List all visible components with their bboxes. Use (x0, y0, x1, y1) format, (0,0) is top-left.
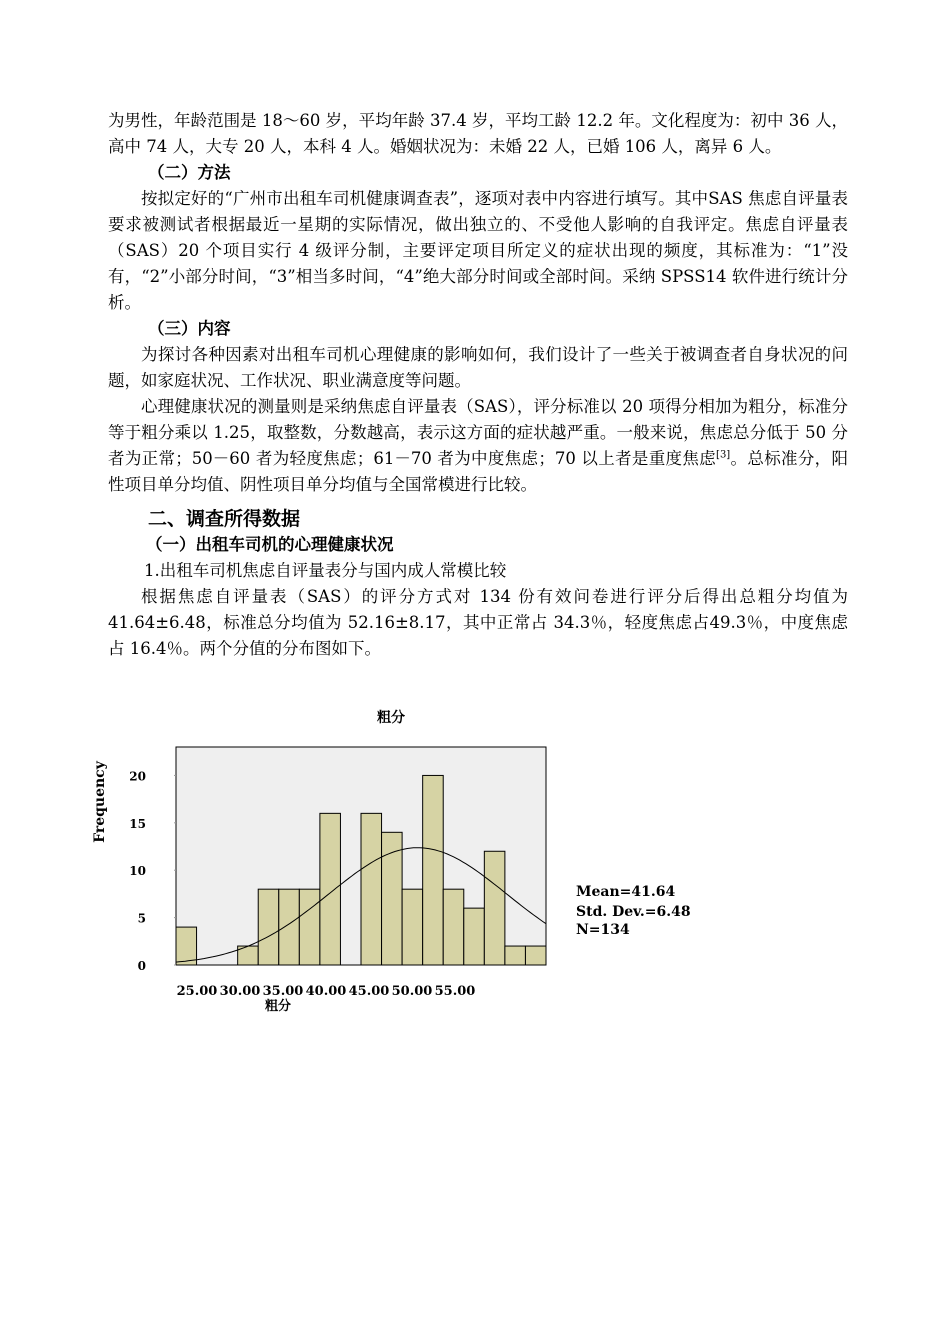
stat-sd: Std. Dev.=6.48 (576, 904, 691, 920)
histogram-bar (443, 889, 464, 965)
histogram-bar (279, 889, 300, 965)
paragraph-content-2-text: 心理健康状况的测量则是采纳焦虑自评量表（SAS），评分标准以 20 项得分相加为粗分，标准分等于粗分乘以 1.25，取整数，分数越高，表示这方面的症状越严重。一般来说，焦虑总分低于 50 分者为正常；50－60 者为轻度焦虑；61－70 者为中度焦虑；70 以上者是重度焦虑 (108, 397, 848, 468)
x-axis-label: 粗分 (264, 999, 292, 1014)
paragraph-content-2 (108, 394, 848, 498)
y-axis (129, 769, 176, 973)
histogram-bar (505, 946, 526, 965)
y-tick-label: 10 (129, 864, 146, 879)
paragraph-content-1: 为探讨各种因素对出租车司机心理健康的影响如何，我们设计了一些关于被调查者自身状况的问题，如家庭状况、工作状况、职业满意度等问题。 (108, 345, 848, 390)
heading-mental-health: （一）出租车司机的心理健康状况 (146, 535, 394, 554)
section-heading-method: （二）方法 (148, 163, 231, 182)
stat-mean: Mean=41.64 (576, 884, 676, 900)
x-tick-label: 55.00 (434, 984, 476, 999)
histogram-bar (402, 889, 423, 965)
stat-n: N=134 (576, 922, 630, 938)
histogram-chart (80, 700, 720, 1030)
chart-title: 粗分 (377, 710, 405, 726)
paragraph-intro: 为男性，年龄范围是 18～60 岁，平均年龄 37.4 岁，平均工龄 12.2 年。文化程度为：初中 36 人，高中 74 人，大专 20 人，本科 4 人。婚姻状况为：未婚 22 人，已婚 106 人，离异 6 人。 (108, 111, 848, 156)
heading-survey-data: 二、调查所得数据 (148, 508, 301, 530)
histogram-bar (464, 908, 485, 965)
paragraph-method: 按拟定好的“广州市出租车司机健康调查表”，逐项对表中内容进行填写。其中SAS 焦虑自评量表要求被测试者根据最近一星期的实际情况，做出独立的、不受他人影响的自我评定。焦虑自评量表（SAS）20 个项目实行 4 级评分制，主要评定项目所定义的症状出现的频度，其标准为：“1”没有，“2”小部分时间，“3”相当多时间，“4”绝大部分时间或全部时间。采纳 SPSS14 软件进行统计分析。 (108, 189, 848, 312)
citation-ref: [3] (716, 449, 731, 461)
y-tick-label: 0 (137, 959, 146, 973)
x-tick-label: 40.00 (305, 984, 347, 999)
paragraph-content-2-end: 。总标准分，阳性项目单分均值、阴性项目单分均值与全国常模进行比较。 (108, 449, 849, 494)
x-tick-label: 45.00 (348, 984, 390, 999)
x-tick-label: 30.00 (219, 984, 261, 999)
item-heading-1: 1.出租车司机焦虑自评量表分与国内成人常模比较 (144, 561, 507, 580)
histogram-bar (299, 889, 320, 965)
paragraph-result: 根据焦虑自评量表（SAS）的评分方式对 134 份有效问卷进行评分后得出总粗分均值为 41.64±6.48，标准总分均值为 52.16±8.17，其中正常占 34.3％，轻度焦虑占49.3％，中度焦虑占 16.4％。两个分值的分布图如下。 (108, 587, 848, 658)
x-tick-label: 50.00 (391, 984, 433, 999)
histogram-bar (423, 775, 444, 965)
y-tick-label: 15 (129, 816, 146, 831)
y-axis-label: Frequency (92, 761, 108, 843)
x-tick-label: 35.00 (262, 984, 304, 999)
histogram-bar (525, 946, 546, 965)
section-heading-content: （三）内容 (148, 319, 231, 338)
histogram-bar (361, 813, 382, 965)
histogram-bar (320, 813, 341, 965)
histogram-bar (258, 889, 279, 965)
y-tick-label: 5 (137, 911, 146, 926)
y-tick-label: 20 (129, 769, 146, 784)
x-axis (177, 984, 476, 999)
histogram-bar (484, 851, 505, 965)
x-tick-label: 25.00 (176, 984, 218, 999)
document-page (108, 108, 848, 662)
histogram-bar (176, 927, 197, 965)
